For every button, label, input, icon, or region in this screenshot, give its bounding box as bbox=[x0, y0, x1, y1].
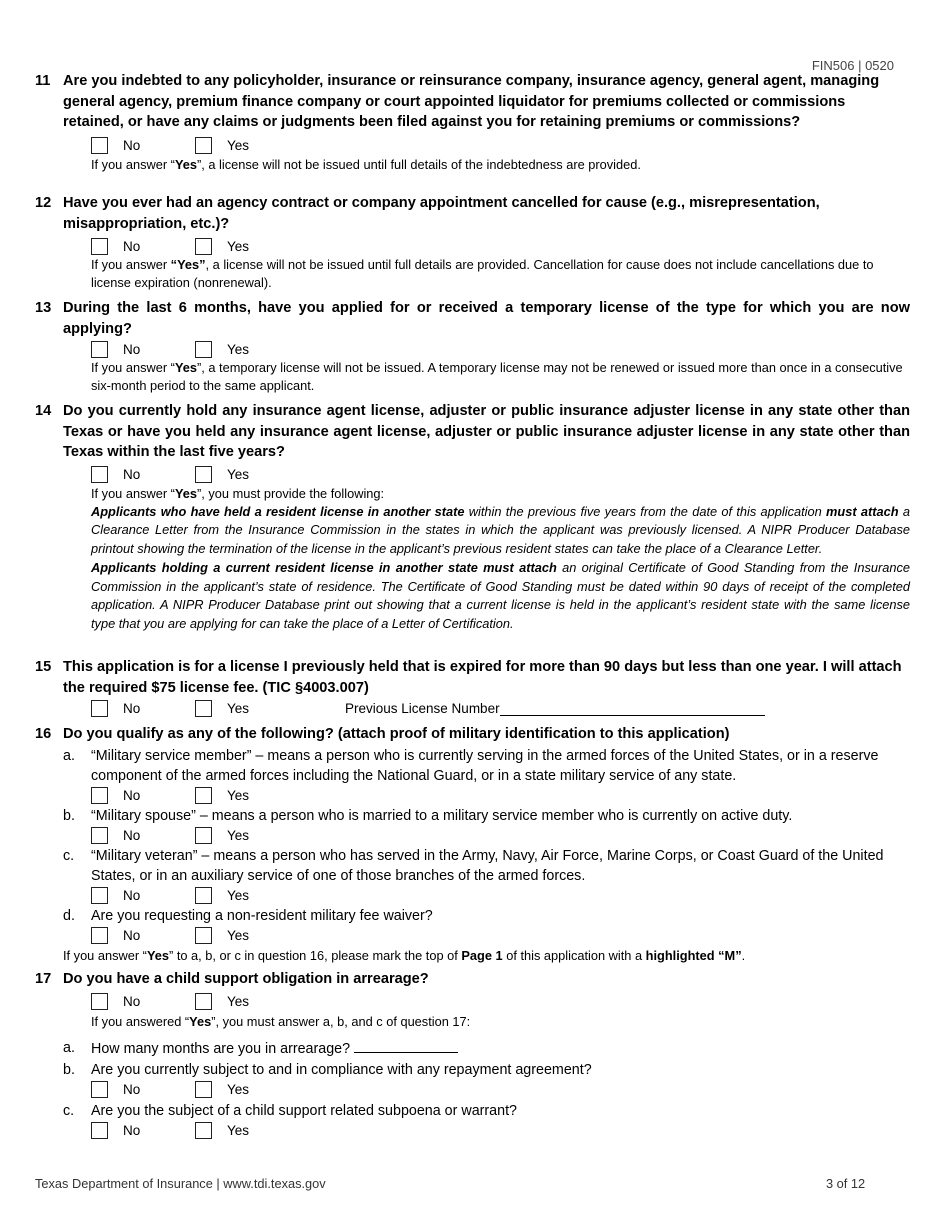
question-text: This application is for a license I previously held that is expired for more than 90 days but less than one year. I will attach the required $75 license fee. (TIC §4003.007) bbox=[63, 659, 902, 696]
question-text: Have you ever had an agency contract or company appointment cancelled for cause (e.g., misrepresentation, misappropriation, etc.)? bbox=[63, 195, 820, 232]
q16a-text: “Military service member” – means a person who is currently serving in the armed forces of the United States, or in a reserve component of the armed forces including the National Guard, or in a state military service of any state. bbox=[91, 747, 879, 784]
form-id: FIN506 | 0520 bbox=[811, 58, 894, 73]
q17-yes-checkbox[interactable] bbox=[195, 993, 212, 1010]
question-number: 17 bbox=[35, 971, 52, 987]
previous-license-label: Previous License Number bbox=[345, 700, 500, 716]
no-label: No bbox=[123, 828, 141, 843]
no-label: No bbox=[123, 467, 141, 482]
q17-note: If you answered “Yes”, you must answer a, b, and c of question 17: bbox=[91, 1013, 471, 1029]
no-label: No bbox=[123, 788, 141, 803]
yes-label: Yes bbox=[227, 888, 250, 903]
sub-letter: b. bbox=[63, 1061, 75, 1078]
q16b-yes-checkbox[interactable] bbox=[195, 827, 212, 844]
question-text: During the last 6 months, have you applied for or received a temporary license of the type for which you are now applying? bbox=[63, 300, 910, 337]
q15-yes-checkbox[interactable] bbox=[195, 700, 212, 717]
q16a-yes-checkbox[interactable] bbox=[195, 787, 212, 804]
q12-no-checkbox[interactable] bbox=[91, 238, 108, 255]
yes-label: Yes bbox=[227, 700, 250, 716]
yes-label: Yes bbox=[227, 238, 250, 254]
q16-note: If you answer “Yes” to a, b, or c in question 16, please mark the top of Page 1 of this application with a highlighted “M”. bbox=[63, 947, 746, 963]
no-label: No bbox=[123, 928, 141, 943]
question-12 bbox=[35, 193, 910, 292]
q16c-no-checkbox[interactable] bbox=[91, 887, 108, 904]
question-13 bbox=[35, 298, 910, 395]
q16d-no-checkbox[interactable] bbox=[91, 927, 108, 944]
sub-letter: a. bbox=[63, 1039, 75, 1056]
q16d-yes-checkbox[interactable] bbox=[195, 927, 212, 944]
question-text: Do you qualify as any of the following? (attach proof of military identification to this application) bbox=[63, 726, 730, 742]
question-15 bbox=[35, 657, 910, 718]
no-label: No bbox=[123, 341, 141, 357]
yes-label: Yes bbox=[227, 138, 250, 153]
question-number: 15 bbox=[35, 659, 52, 675]
sub-letter: c. bbox=[63, 1102, 75, 1119]
yes-label: Yes bbox=[227, 928, 250, 943]
q16a-no-checkbox[interactable] bbox=[91, 787, 108, 804]
no-label: No bbox=[123, 238, 141, 254]
q17-no-checkbox[interactable] bbox=[91, 993, 108, 1010]
sub-letter: a. bbox=[63, 747, 75, 764]
q11-yes-checkbox[interactable] bbox=[195, 137, 212, 154]
q14-current-paragraph: Applicants holding a current resident license in another state must attach an original Certificate of Good Standing from the Insurance Commission in the applicant’s state of residence. The Certificate of Good Standing must be dated within 90 days of receipt of the completed application. A NIPR Producer Database print out showing that a current license is held in the applicant’s resident state with the same license type that you are applying for can take the place of a Letter of Certification. bbox=[91, 560, 910, 631]
question-number: 11 bbox=[35, 73, 51, 89]
q16b-text: “Military spouse” – means a person who is married to a military service member who is currently on active duty. bbox=[91, 807, 793, 824]
q16b-no-checkbox[interactable] bbox=[91, 827, 108, 844]
sub-letter: c. bbox=[63, 847, 75, 864]
no-label: No bbox=[123, 1123, 141, 1138]
q13-yes-checkbox[interactable] bbox=[195, 341, 212, 358]
q16c-text: “Military veteran” – means a person who has served in the Army, Navy, Air Force, Marine Corps, or Coast Guard of the United States, or in an auxiliary service of one of those branches of the armed forces. bbox=[91, 847, 884, 884]
q15-no-checkbox[interactable] bbox=[91, 700, 108, 717]
question-17 bbox=[35, 969, 910, 1141]
question-number: 13 bbox=[35, 300, 52, 316]
yes-label: Yes bbox=[227, 341, 250, 357]
q14-note: If you answer “Yes”, you must provide the following: bbox=[91, 485, 385, 501]
yes-label: Yes bbox=[227, 467, 250, 482]
sub-letter: b. bbox=[63, 807, 75, 824]
q14-yes-checkbox[interactable] bbox=[195, 466, 212, 483]
q16c-yes-checkbox[interactable] bbox=[195, 887, 212, 904]
q17a-text: How many months are you in arrearage? bbox=[91, 1040, 351, 1057]
q14-resident-paragraph: Applicants who have held a resident license in another state within the previous five years from the date of this application must attach a Clearance Letter from the Insurance Commission in the states in which the applicant was previously licensed. A NIPR Producer Database printout showing the termination of the license in the applicant’s previous resident states can take the place of a Clearance Letter. bbox=[91, 503, 910, 556]
footer-org: Texas Department of Insurance | www.tdi.texas.gov bbox=[35, 1176, 326, 1191]
q17b-text: Are you currently subject to and in compliance with any repayment agreement? bbox=[91, 1061, 592, 1078]
no-label: No bbox=[123, 888, 141, 903]
yes-label: Yes bbox=[227, 994, 250, 1009]
question-11 bbox=[35, 71, 910, 174]
arrearage-months-field[interactable] bbox=[354, 1038, 458, 1053]
q16d-text: Are you requesting a non-resident military fee waiver? bbox=[91, 907, 433, 924]
question-text: Are you indebted to any policyholder, insurance or reinsurance company, insurance agency, general agent, managing general agency, premium finance company or court appointed liquidator for premiums collected or commissions retained, or have any claims or judgments been filed against you for retaining premiums or commissions? bbox=[63, 73, 880, 130]
previous-license-number-field[interactable] bbox=[500, 701, 765, 716]
q11-note: If you answer “Yes”, a license will not be issued until full details of the indebtedness are provided. bbox=[91, 156, 641, 172]
question-16 bbox=[35, 724, 910, 965]
sub-letter: d. bbox=[63, 907, 75, 924]
yes-label: Yes bbox=[227, 1082, 250, 1097]
question-text: Do you currently hold any insurance agent license, adjuster or public insurance adjuster license in any state other than Texas or have you held any insurance agent license, adjuster or public insurance adjuster license in any state other than Texas within the last five years? bbox=[63, 403, 910, 460]
q17c-no-checkbox[interactable] bbox=[91, 1122, 108, 1139]
footer-page-number: 3 of 12 bbox=[826, 1176, 866, 1191]
q17b-yes-checkbox[interactable] bbox=[195, 1081, 212, 1098]
q17c-yes-checkbox[interactable] bbox=[195, 1122, 212, 1139]
no-label: No bbox=[123, 1082, 141, 1097]
question-text: Do you have a child support obligation in arrearage? bbox=[63, 971, 429, 987]
no-label: No bbox=[123, 138, 141, 153]
yes-label: Yes bbox=[227, 1123, 250, 1138]
q13-no-checkbox[interactable] bbox=[91, 341, 108, 358]
question-number: 14 bbox=[35, 403, 52, 419]
yes-label: Yes bbox=[227, 828, 250, 843]
q13-note: If you answer “Yes”, a temporary license will not be issued. A temporary license may not be renewed or issued more than once in a consecutive six-month period to the same applicant. bbox=[91, 360, 903, 393]
question-number: 16 bbox=[35, 726, 52, 742]
yes-label: Yes bbox=[227, 788, 250, 803]
q12-yes-checkbox[interactable] bbox=[195, 238, 212, 255]
q17b-no-checkbox[interactable] bbox=[91, 1081, 108, 1098]
q11-no-checkbox[interactable] bbox=[91, 137, 108, 154]
q17c-text: Are you the subject of a child support related subpoena or warrant? bbox=[91, 1102, 517, 1119]
q12-note: If you answer “Yes”, a license will not be issued until full details are provided. Cancellation for cause does not include cancellations due to license expiration (nonrenewal). bbox=[91, 257, 874, 290]
q14-no-checkbox[interactable] bbox=[91, 466, 108, 483]
question-number: 12 bbox=[35, 195, 52, 211]
question-14 bbox=[35, 401, 910, 633]
no-label: No bbox=[123, 700, 141, 716]
no-label: No bbox=[123, 994, 141, 1009]
